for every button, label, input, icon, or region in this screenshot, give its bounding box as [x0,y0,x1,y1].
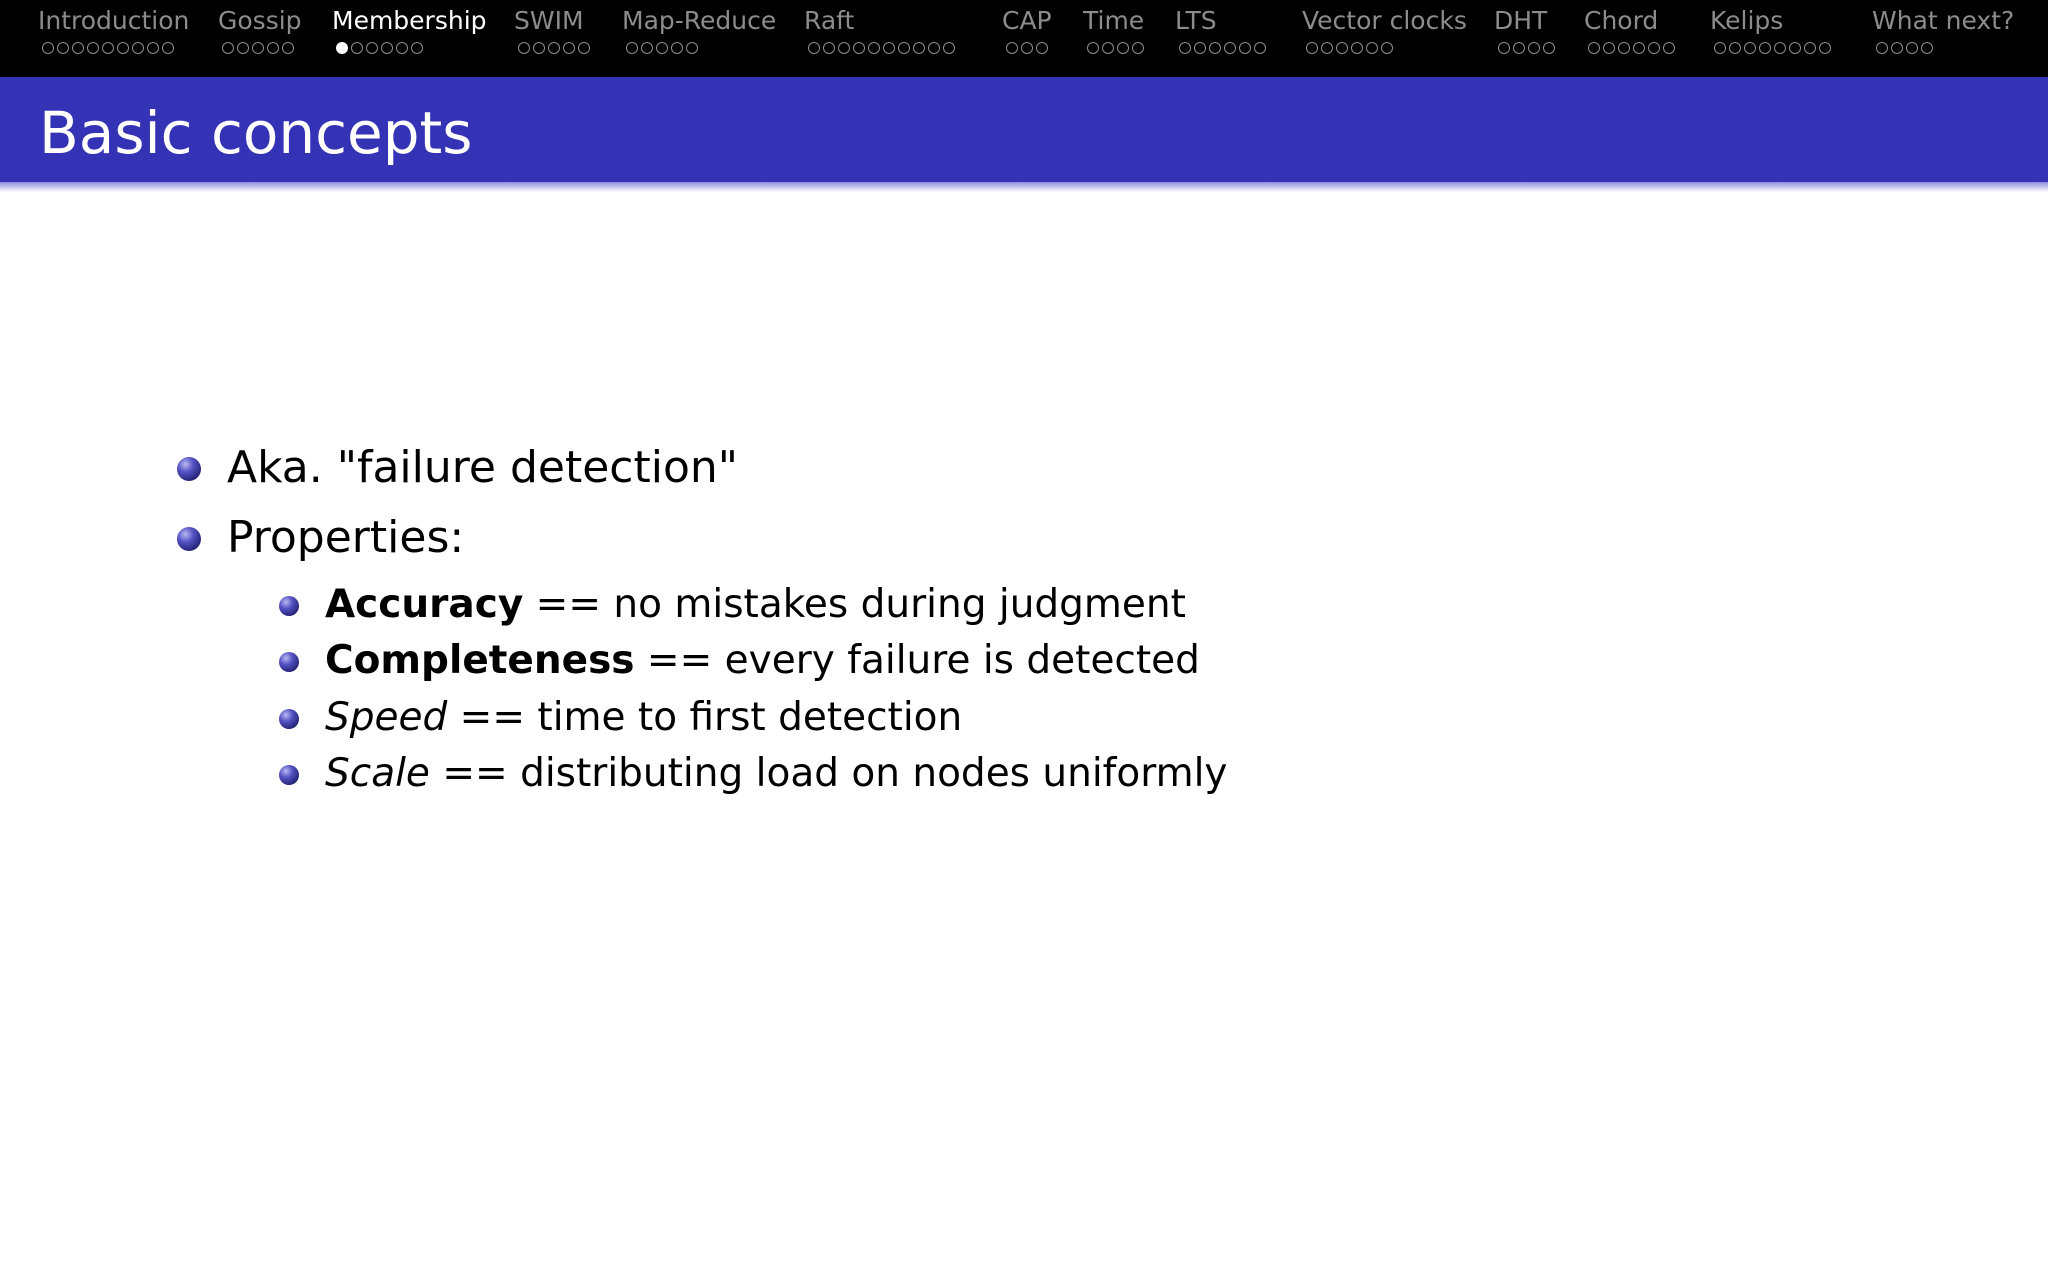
frame-title-shadow [0,182,2048,192]
nav-subsection-dots [1006,42,1048,54]
nav-section-label[interactable]: DHT [1494,6,1548,35]
slide-dot[interactable] [928,42,940,54]
slide-dot[interactable] [1306,42,1318,54]
bullet-properties-text: Properties: [227,512,465,563]
slide-dot[interactable] [1513,42,1525,54]
property-definition: == distributing load on nodes uniformly [429,751,1228,796]
nav-section-label[interactable]: CAP [1002,6,1052,35]
slide-dot[interactable] [396,42,408,54]
slide-dot[interactable] [237,42,249,54]
sub-bullet-completeness [279,638,1200,684]
property-term: Completeness [325,638,635,683]
slide-dot[interactable] [808,42,820,54]
property-term: Speed [325,695,448,740]
slide-dot[interactable] [1603,42,1615,54]
property-definition: == time to first detection [447,695,963,740]
slide-dot[interactable] [1087,42,1099,54]
slide-dot[interactable] [1618,42,1630,54]
nav-section-label[interactable]: What next? [1872,6,2015,35]
nav-section-label[interactable]: LTS [1175,6,1217,35]
slide-dot[interactable] [366,42,378,54]
nav-subsection-dots [1087,42,1144,54]
slide-dot[interactable] [57,42,69,54]
slide-dot[interactable] [686,42,698,54]
nav-subsection-dots [336,42,423,54]
nav-section-label[interactable]: Time [1083,6,1145,35]
slide-dot[interactable] [162,42,174,54]
slide-dot[interactable] [147,42,159,54]
slide-dot[interactable] [117,42,129,54]
sub-bullet-accuracy [279,582,1186,628]
slide-dot[interactable] [1498,42,1510,54]
slide-dot[interactable] [1179,42,1191,54]
nav-subsection-dots [518,42,590,54]
nav-subsection-dots [1306,42,1393,54]
slide-dot[interactable] [1366,42,1378,54]
slide-dot[interactable] [1381,42,1393,54]
slide-dot[interactable] [1194,42,1206,54]
nav-subsection-dots [222,42,294,54]
bullet-ball-icon [279,652,299,672]
slide-dot[interactable] [1543,42,1555,54]
bullet-ball-icon [279,709,299,729]
bullet-ball-icon [177,527,201,551]
slide-dot[interactable] [411,42,423,54]
section-navigation-bar [0,0,2048,77]
nav-subsection-dots [1179,42,1266,54]
slide-dot[interactable] [1021,42,1033,54]
slide-dot[interactable] [42,42,54,54]
slide-dot[interactable] [1132,42,1144,54]
slide-dot[interactable] [381,42,393,54]
slide-dot[interactable] [1759,42,1771,54]
property-term: Accuracy [325,582,524,627]
nav-subsection-dots [808,42,955,54]
slide-dot[interactable] [1819,42,1831,54]
slide-dot[interactable] [838,42,850,54]
current-slide-dot[interactable] [336,42,348,54]
slide-dot[interactable] [1036,42,1048,54]
slide-dot[interactable] [898,42,910,54]
property-definition: == every failure is detected [634,638,1200,683]
slide-dot[interactable] [72,42,84,54]
slide-dot[interactable] [1663,42,1675,54]
slide-dot[interactable] [1789,42,1801,54]
slide-dot[interactable] [1774,42,1786,54]
slide-dot[interactable] [943,42,955,54]
slide-dot[interactable] [1729,42,1741,54]
slide-dot[interactable] [518,42,530,54]
sub-bullet-speed [279,695,962,741]
slide-dot[interactable] [1117,42,1129,54]
slide-dot[interactable] [533,42,545,54]
slide-dot[interactable] [282,42,294,54]
nav-section-label[interactable]: Chord [1584,6,1659,35]
slide-dot[interactable] [351,42,363,54]
nav-section-label[interactable]: SWIM [514,6,584,35]
nav-subsection-dots [1714,42,1831,54]
slide-dot[interactable] [252,42,264,54]
nav-subsection-dots [1498,42,1555,54]
slide-dot[interactable] [1633,42,1645,54]
slide-dot[interactable] [1906,42,1918,54]
bullet-aka [177,442,738,494]
slide-dot[interactable] [563,42,575,54]
nav-subsection-dots [626,42,698,54]
nav-section-label[interactable]: Kelips [1710,6,1784,35]
slide-dot[interactable] [102,42,114,54]
property-term: Scale [325,751,430,796]
slide-dot[interactable] [1528,42,1540,54]
slide-dot[interactable] [1714,42,1726,54]
slide-dot[interactable] [656,42,668,54]
slide-dot[interactable] [578,42,590,54]
nav-section-label[interactable]: Raft [804,6,855,35]
slide-dot[interactable] [1102,42,1114,54]
slide-dot[interactable] [548,42,560,54]
slide-dot[interactable] [913,42,925,54]
nav-subsection-dots [1876,42,1933,54]
slide-dot[interactable] [868,42,880,54]
slide-dot[interactable] [1648,42,1660,54]
slide-dot[interactable] [1224,42,1236,54]
slide-dot[interactable] [1876,42,1888,54]
frame-title: Basic concepts [39,99,473,167]
nav-subsection-dots [42,42,174,54]
slide-dot[interactable] [883,42,895,54]
property-definition: == no mistakes during judgment [523,582,1186,627]
nav-section-label[interactable]: Gossip [218,6,302,35]
nav-subsection-dots [1588,42,1675,54]
slide-dot[interactable] [1209,42,1221,54]
slide-dot[interactable] [87,42,99,54]
slide-dot[interactable] [626,42,638,54]
sub-bullet-scale [279,751,1228,797]
bullet-ball-icon [279,596,299,616]
nav-section-label[interactable]: Vector clocks [1302,6,1467,35]
slide-dot[interactable] [1588,42,1600,54]
nav-section-label[interactable]: Membership [332,6,487,35]
slide-dot[interactable] [1336,42,1348,54]
bullet-ball-icon [279,765,299,785]
slide-dot[interactable] [1006,42,1018,54]
slide-dot[interactable] [1254,42,1266,54]
slide-dot[interactable] [1921,42,1933,54]
bullet-aka-text: Aka. "failure detection" [227,442,738,493]
nav-section-label[interactable]: Introduction [38,6,190,35]
slide-dot[interactable] [641,42,653,54]
slide-dot[interactable] [222,42,234,54]
slide-dot[interactable] [823,42,835,54]
slide-dot[interactable] [1891,42,1903,54]
slide-dot[interactable] [1744,42,1756,54]
slide-dot[interactable] [1351,42,1363,54]
slide-dot[interactable] [671,42,683,54]
slide-dot[interactable] [267,42,279,54]
slide-dot[interactable] [1239,42,1251,54]
slide-dot[interactable] [853,42,865,54]
bullet-ball-icon [177,457,201,481]
slide-dot[interactable] [132,42,144,54]
slide-dot[interactable] [1321,42,1333,54]
bullet-properties [177,512,464,564]
slide-dot[interactable] [1804,42,1816,54]
nav-section-label[interactable]: Map-Reduce [622,6,777,35]
